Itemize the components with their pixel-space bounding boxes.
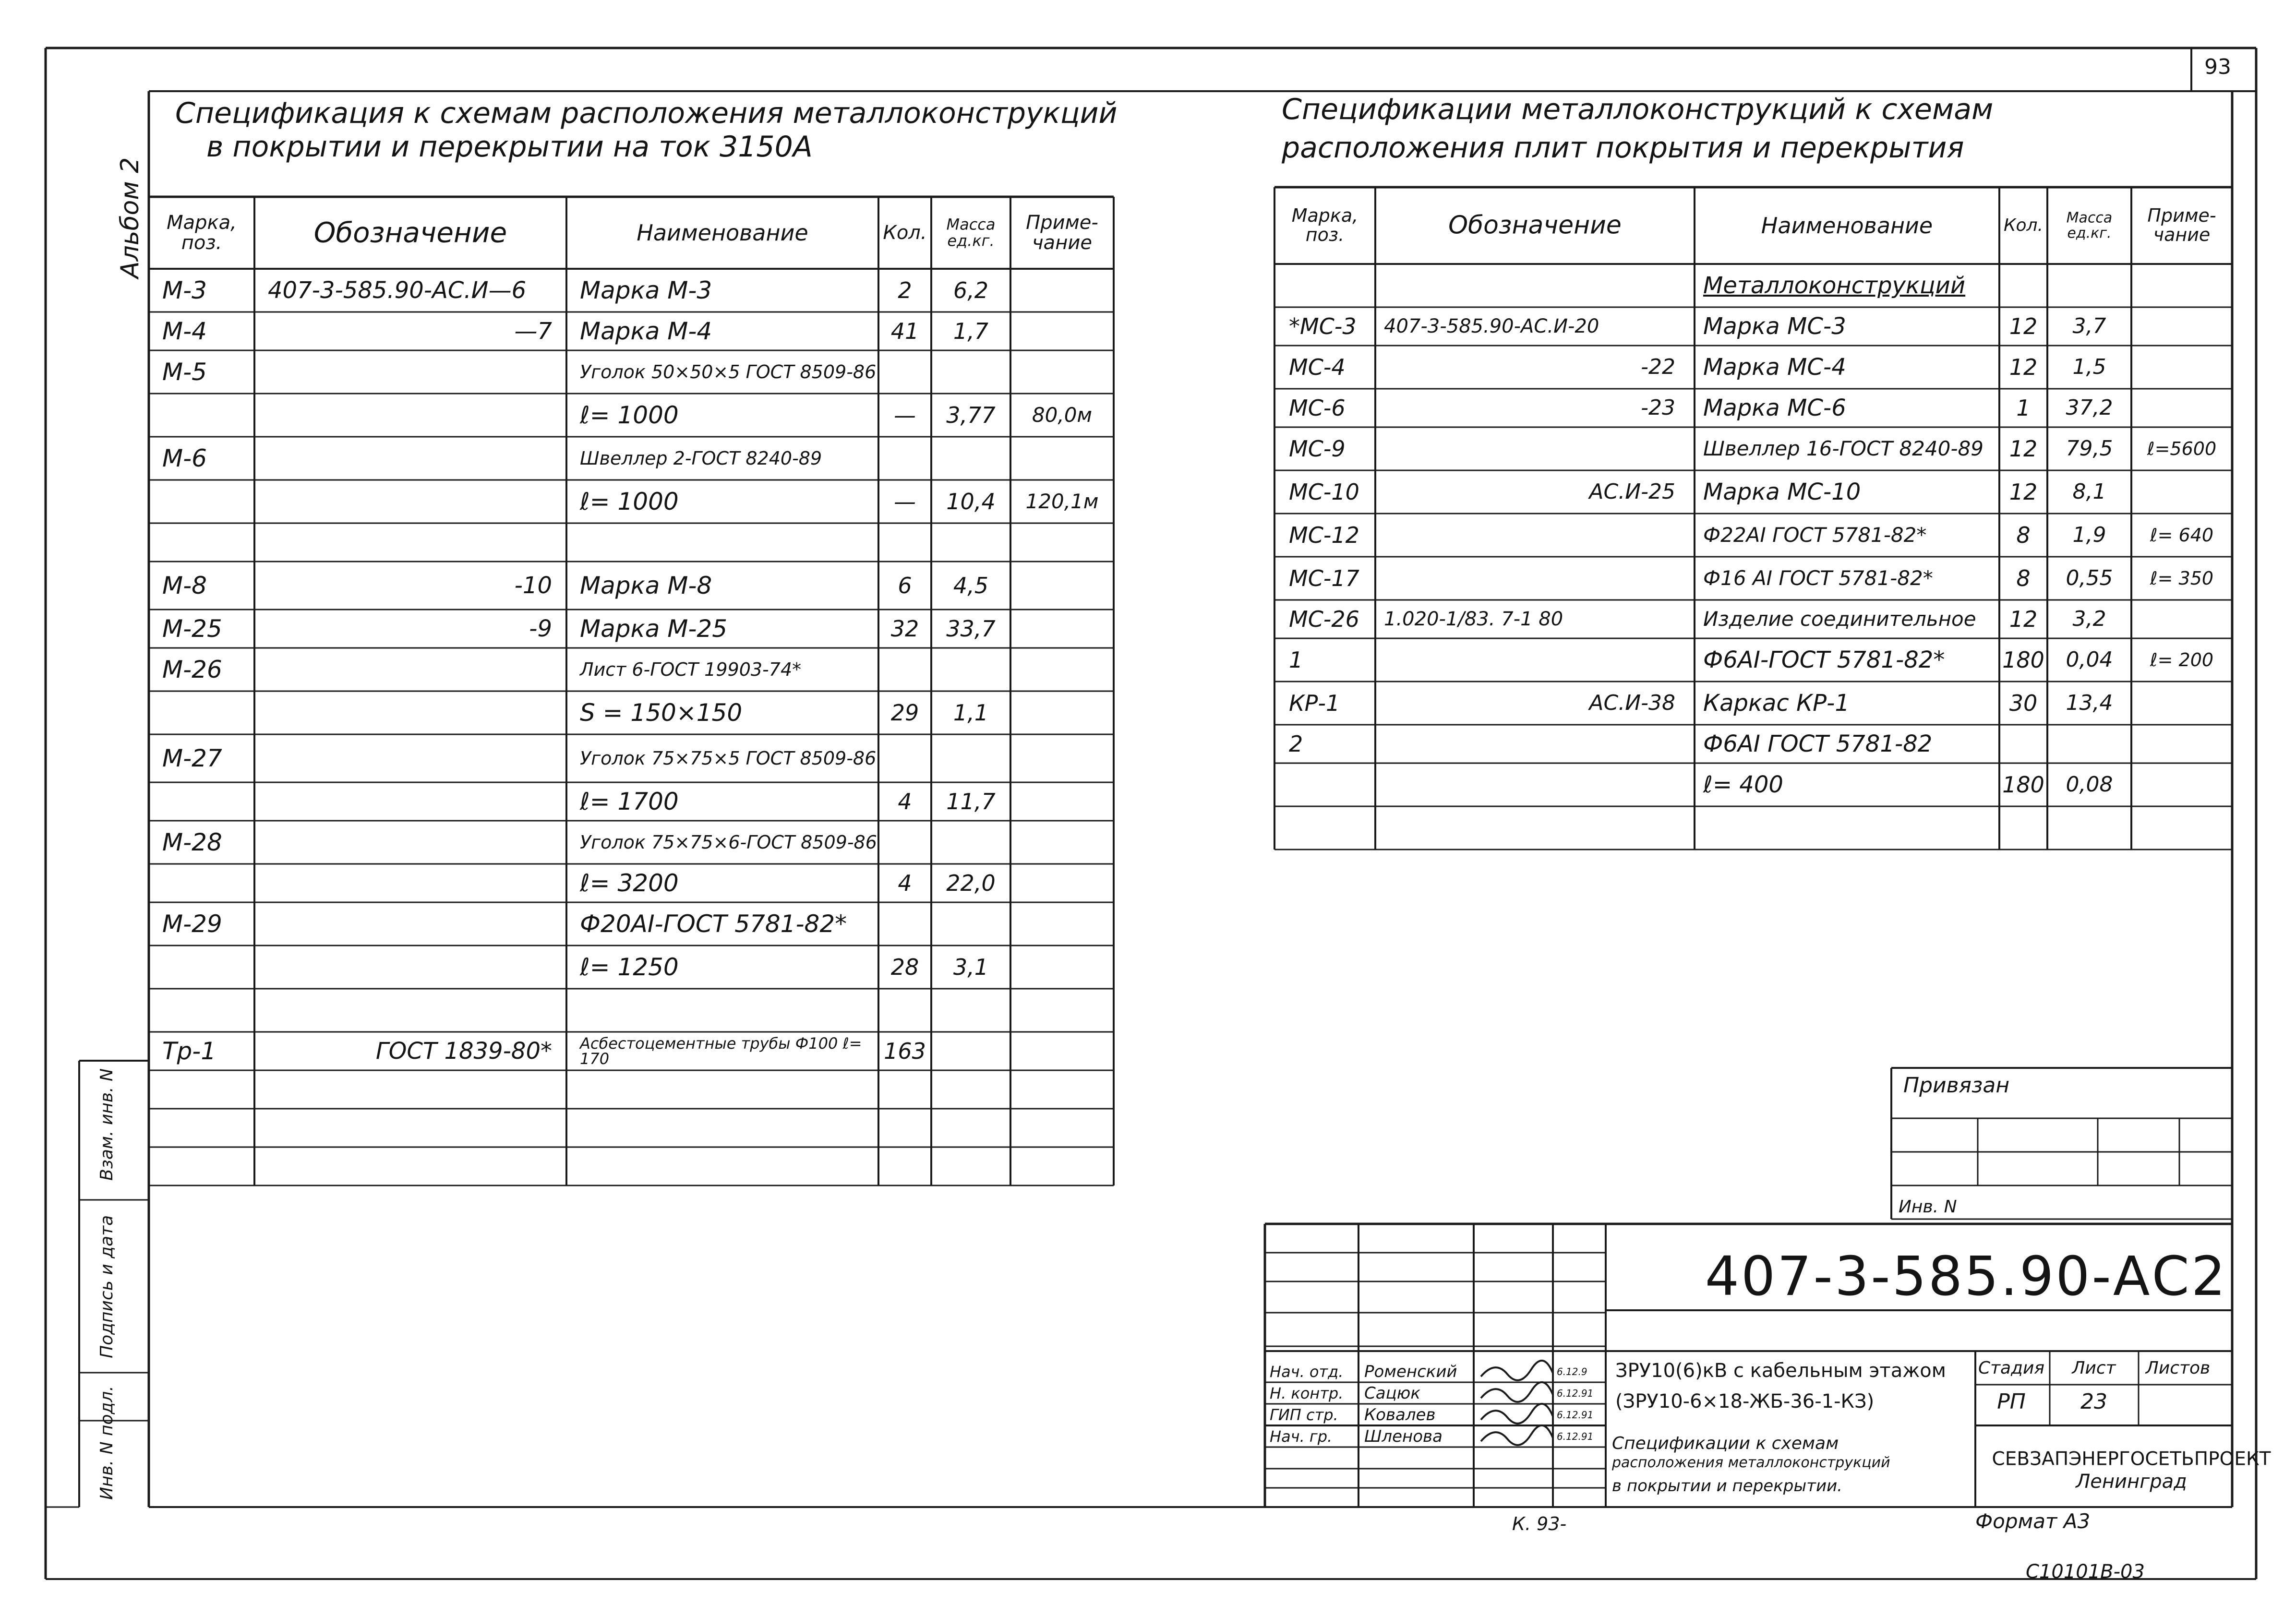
left-header-2: Наименование: [637, 219, 808, 246]
left-cell-r10-c2: S = 150×150: [580, 699, 743, 727]
left-cell-r7-c0: М-8: [162, 572, 207, 599]
signature-name-1: Сацюк: [1364, 1384, 1420, 1403]
sheets-label: Листов: [2145, 1358, 2211, 1378]
signature-date-1: 6.12.91: [1557, 1388, 1594, 1399]
right-cell-r10-c2: Каркас КР-1: [1703, 690, 1850, 717]
right-cell-r3-c0: МС-6: [1289, 395, 1346, 421]
right-cell-r9-c0: 1: [1289, 647, 1303, 673]
left-cell-r3-c4: 3,77: [946, 402, 996, 428]
left-cell-r15-c0: М-29: [162, 910, 222, 938]
right-cell-r8-c0: МС-26: [1289, 606, 1359, 632]
right-cell-r4-c0: МС-9: [1289, 436, 1346, 462]
left-cell-r13-c2: Уголок 75×75×6-ГОСТ 8509-86: [580, 832, 877, 853]
left-cell-r11-c2: Уголок 75×75×5 ГОСТ 8509-86: [580, 748, 877, 769]
right-spec-title-line-2: расположения плит покрытия и перекрытия: [1282, 131, 1964, 165]
right-cell-r9-c3: 180: [2002, 647, 2044, 673]
handwritten-signature-1: [1481, 1382, 1553, 1402]
left-cell-r2-c2: Уголок 50×50×5 ГОСТ 8509-86: [580, 361, 877, 383]
right-header-1: Обозначение: [1448, 211, 1622, 240]
left-cell-r8-c3: 32: [890, 616, 919, 642]
signature-role-1: Н. контр.: [1270, 1384, 1344, 1402]
album-label: Альбом 2: [116, 157, 144, 278]
right-cell-r2-c0: МС-4: [1289, 354, 1346, 380]
right-cell-r10-c0: КР-1: [1289, 690, 1340, 716]
left-cell-r7-c4: 4,5: [953, 573, 989, 599]
stage-label: Стадия: [1978, 1358, 2045, 1378]
right-cell-r8-c1: 1.020-1/83. 7-1 80: [1384, 608, 1563, 630]
copy-mark: К. 93-: [1512, 1513, 1567, 1534]
right-cell-r3-c2: Марка МС-6: [1703, 395, 1846, 421]
signature-name-3: Шленова: [1364, 1427, 1443, 1446]
left-cell-r16-c4: 3,1: [953, 954, 989, 980]
right-cell-r9-c4: 0,04: [2066, 647, 2113, 672]
left-cell-r1-c0: М-4: [162, 317, 207, 345]
left-cell-r14-c4: 22,0: [946, 870, 996, 896]
right-cell-r12-c4: 0,08: [2066, 772, 2113, 797]
right-cell-r5-c3: 12: [2009, 479, 2038, 505]
left-cell-r10-c3: 29: [890, 700, 919, 726]
right-cell-r7-c0: МС-17: [1289, 565, 1359, 591]
left-cell-r12-c4: 11,7: [946, 789, 996, 814]
signature-name-0: Роменский: [1364, 1362, 1457, 1381]
side-stamp-podpis: Подпись и дата: [97, 1215, 117, 1358]
left-header-1: Обозначение: [313, 216, 507, 249]
left-cell-r0-c1: 407-3-585.90-АС.И—6: [268, 277, 527, 304]
left-header-3: Кол.: [883, 222, 927, 244]
sheet-value: 23: [2080, 1389, 2107, 1414]
organization-city: Ленинград: [2076, 1471, 2187, 1493]
object-name-line-2: (ЗРУ10-6×18-ЖБ-36-1-КЗ): [1615, 1390, 1875, 1413]
object-name-line-1: ЗРУ10(6)кВ с кабельным этажом: [1615, 1360, 1946, 1382]
left-cell-r18-c2: Асбестоцементные трубы Ф100 ℓ= 170: [580, 1034, 862, 1068]
right-cell-r5-c4: 8,1: [2072, 479, 2106, 504]
right-cell-r7-c2: Ф16 АI ГОСТ 5781-82*: [1703, 566, 1933, 590]
left-cell-r16-c2: ℓ= 1250: [580, 953, 679, 981]
right-cell-r6-c2: Ф22АI ГОСТ 5781-82*: [1703, 523, 1927, 547]
signature-name-2: Ковалев: [1364, 1405, 1436, 1424]
right-cell-r1-c1: 407-3-585.90-АС.И-20: [1384, 315, 1599, 337]
left-cell-r12-c2: ℓ= 1700: [580, 788, 679, 815]
side-stamp-inv-podl: Инв. N подл.: [97, 1386, 117, 1500]
left-spec-title-line-1: Спецификация к схемам расположения металлоконструкций: [175, 96, 1118, 130]
right-cell-r8-c2: Изделие соединительное: [1703, 607, 1976, 631]
organization-name: СЕВЗАПЭНЕРГОСЕТЬПРОЕКТ: [1992, 1448, 2271, 1470]
left-cell-r5-c4: 10,4: [946, 489, 996, 515]
right-cell-r6-c0: МС-12: [1289, 522, 1359, 548]
left-cell-r4-c2: Швеллер 2-ГОСТ 8240-89: [580, 448, 822, 469]
right-cell-r5-c0: МС-10: [1289, 479, 1359, 505]
left-cell-r2-c0: М-5: [162, 358, 207, 386]
sheet-title-line-2: расположения металлоконструкций: [1612, 1454, 1890, 1471]
privyazan-label: Привязан: [1903, 1073, 2010, 1098]
left-cell-r7-c3: 6: [898, 573, 912, 599]
handwritten-signature-2: [1481, 1404, 1553, 1424]
sheet-title-line-1: Спецификации к схемам: [1612, 1434, 1839, 1453]
side-stamp-vzam: Взам. инв. N: [97, 1068, 117, 1181]
right-cell-r2-c4: 1,5: [2072, 355, 2106, 379]
left-cell-r14-c2: ℓ= 3200: [580, 869, 679, 897]
handwritten-signature-3: [1481, 1425, 1553, 1445]
signature-role-3: Нач. гр.: [1270, 1427, 1333, 1446]
left-cell-r14-c3: 4: [898, 870, 912, 896]
left-cell-r18-c3: 163: [884, 1038, 926, 1064]
left-cell-r8-c4: 33,7: [946, 616, 996, 642]
right-header-0: Марка, поз.: [1291, 205, 1358, 245]
signature-date-2: 6.12.91: [1557, 1409, 1594, 1421]
right-cell-r6-c3: 8: [2016, 522, 2031, 548]
signature-date-0: 6.12.9: [1557, 1366, 1587, 1377]
document-code: 407-3-585.90-АС2: [1705, 1245, 2227, 1308]
sheet-title-line-3: в покрытии и перекрытии.: [1612, 1476, 1842, 1496]
handwritten-signature-0: [1481, 1361, 1553, 1380]
left-cell-r7-c2: Марка М-8: [580, 572, 712, 599]
right-cell-r9-c2: Ф6АI-ГОСТ 5781-82*: [1703, 646, 1945, 673]
right-cell-r2-c1: -22: [1641, 355, 1675, 379]
right-cell-r4-c4: 79,5: [2066, 436, 2113, 461]
left-spec-title-line-2: в покрытии и перекрытии на ток 3150А: [206, 130, 813, 164]
right-cell-r9-c5: ℓ= 200: [2150, 649, 2214, 670]
right-cell-r8-c4: 3,2: [2072, 607, 2106, 631]
left-cell-r3-c5: 80,0м: [1032, 403, 1093, 427]
right-cell-r1-c4: 3,7: [2072, 314, 2106, 338]
left-header-0: Марка, поз.: [167, 212, 237, 254]
sheet-number: 93: [2204, 55, 2231, 79]
right-header-5: Приме-чание: [2147, 205, 2216, 245]
right-header-4: Масса ед.кг.: [2066, 209, 2113, 241]
right-cell-r3-c3: 1: [2016, 395, 2031, 421]
left-cell-r8-c0: М-25: [162, 615, 222, 643]
left-cell-r4-c0: М-6: [162, 444, 207, 472]
right-cell-r0-c2: Металлоконструкций: [1703, 272, 1966, 299]
left-cell-r5-c2: ℓ= 1000: [580, 488, 679, 515]
signature-date-3: 6.12.91: [1557, 1431, 1594, 1442]
left-cell-r8-c1: -9: [529, 615, 552, 642]
left-cell-r11-c0: М-27: [162, 744, 222, 772]
right-spec-title-line-1: Спецификации металлоконструкций к схемам: [1282, 93, 1994, 126]
right-cell-r10-c4: 13,4: [2066, 691, 2113, 715]
left-cell-r16-c3: 28: [890, 954, 919, 980]
right-cell-r2-c3: 12: [2009, 354, 2038, 380]
right-header-2: Наименование: [1761, 212, 1933, 239]
bottom-code: С10101В-03: [2026, 1561, 2145, 1583]
left-cell-r10-c4: 1,1: [953, 700, 989, 726]
right-cell-r6-c5: ℓ= 640: [2150, 525, 2214, 546]
left-cell-r1-c1: —7: [514, 318, 552, 345]
signature-role-2: ГИП стр.: [1270, 1406, 1338, 1424]
right-cell-r1-c3: 12: [2009, 313, 2038, 339]
right-cell-r3-c4: 37,2: [2066, 395, 2113, 420]
left-cell-r5-c3: —: [894, 489, 916, 515]
sheet-label: Лист: [2072, 1358, 2116, 1378]
left-cell-r1-c2: Марка М-4: [580, 317, 712, 345]
right-cell-r4-c3: 12: [2009, 436, 2038, 462]
right-cell-r3-c1: -23: [1641, 395, 1675, 420]
left-header-4: Масса ед.кг.: [946, 215, 996, 250]
right-cell-r7-c5: ℓ= 350: [2150, 568, 2214, 589]
left-cell-r0-c3: 2: [898, 277, 912, 303]
left-cell-r15-c2: Ф20АI-ГОСТ 5781-82*: [580, 910, 847, 938]
right-cell-r10-c1: АС.И-38: [1589, 691, 1675, 715]
format-label: Формат А3: [1975, 1509, 2091, 1533]
right-cell-r8-c3: 12: [2009, 606, 2038, 632]
inv-number-label: Инв. N: [1899, 1197, 1957, 1217]
left-cell-r18-c1: ГОСТ 1839-80*: [375, 1038, 552, 1065]
right-header-3: Кол.: [2003, 215, 2044, 236]
left-cell-r0-c4: 6,2: [953, 277, 989, 303]
left-header-5: Приме-чание: [1026, 212, 1098, 254]
left-cell-r18-c0: Тр-1: [162, 1037, 216, 1065]
left-cell-r9-c0: М-26: [162, 656, 222, 683]
right-cell-r11-c2: Ф6АI ГОСТ 5781-82: [1703, 730, 1933, 757]
right-cell-r7-c3: 8: [2016, 565, 2031, 591]
right-cell-r1-c0: *МС-3: [1289, 313, 1357, 339]
right-cell-r4-c5: ℓ=5600: [2147, 438, 2217, 459]
right-cell-r1-c2: Марка МС-3: [1703, 313, 1846, 340]
left-cell-r8-c2: Марка М-25: [580, 615, 728, 643]
left-cell-r1-c3: 41: [890, 318, 919, 344]
left-cell-r5-c5: 120,1м: [1025, 490, 1099, 513]
right-cell-r5-c1: АС.И-25: [1589, 479, 1675, 504]
right-cell-r2-c2: Марка МС-4: [1703, 354, 1846, 381]
left-cell-r9-c2: Лист 6-ГОСТ 19903-74*: [580, 659, 802, 680]
left-cell-r0-c0: М-3: [162, 276, 207, 304]
signature-role-0: Нач. отд.: [1270, 1363, 1344, 1381]
left-cell-r1-c4: 1,7: [953, 318, 989, 344]
right-cell-r5-c2: Марка МС-10: [1703, 479, 1861, 505]
right-cell-r4-c2: Швеллер 16-ГОСТ 8240-89: [1703, 437, 1983, 460]
right-cell-r6-c4: 1,9: [2072, 523, 2106, 547]
right-cell-r12-c2: ℓ= 400: [1703, 771, 1783, 798]
left-cell-r3-c2: ℓ= 1000: [580, 401, 679, 429]
right-cell-r11-c0: 2: [1289, 731, 1303, 757]
stage-value: РП: [1997, 1389, 2026, 1414]
right-cell-r10-c3: 30: [2009, 690, 2038, 716]
right-cell-r12-c3: 180: [2002, 772, 2044, 798]
left-cell-r3-c3: —: [894, 402, 916, 428]
left-cell-r0-c2: Марка М-3: [580, 276, 712, 304]
left-cell-r12-c3: 4: [898, 789, 912, 814]
left-cell-r7-c1: -10: [514, 572, 552, 599]
right-cell-r7-c4: 0,55: [2066, 566, 2113, 590]
left-cell-r13-c0: М-28: [162, 828, 222, 856]
